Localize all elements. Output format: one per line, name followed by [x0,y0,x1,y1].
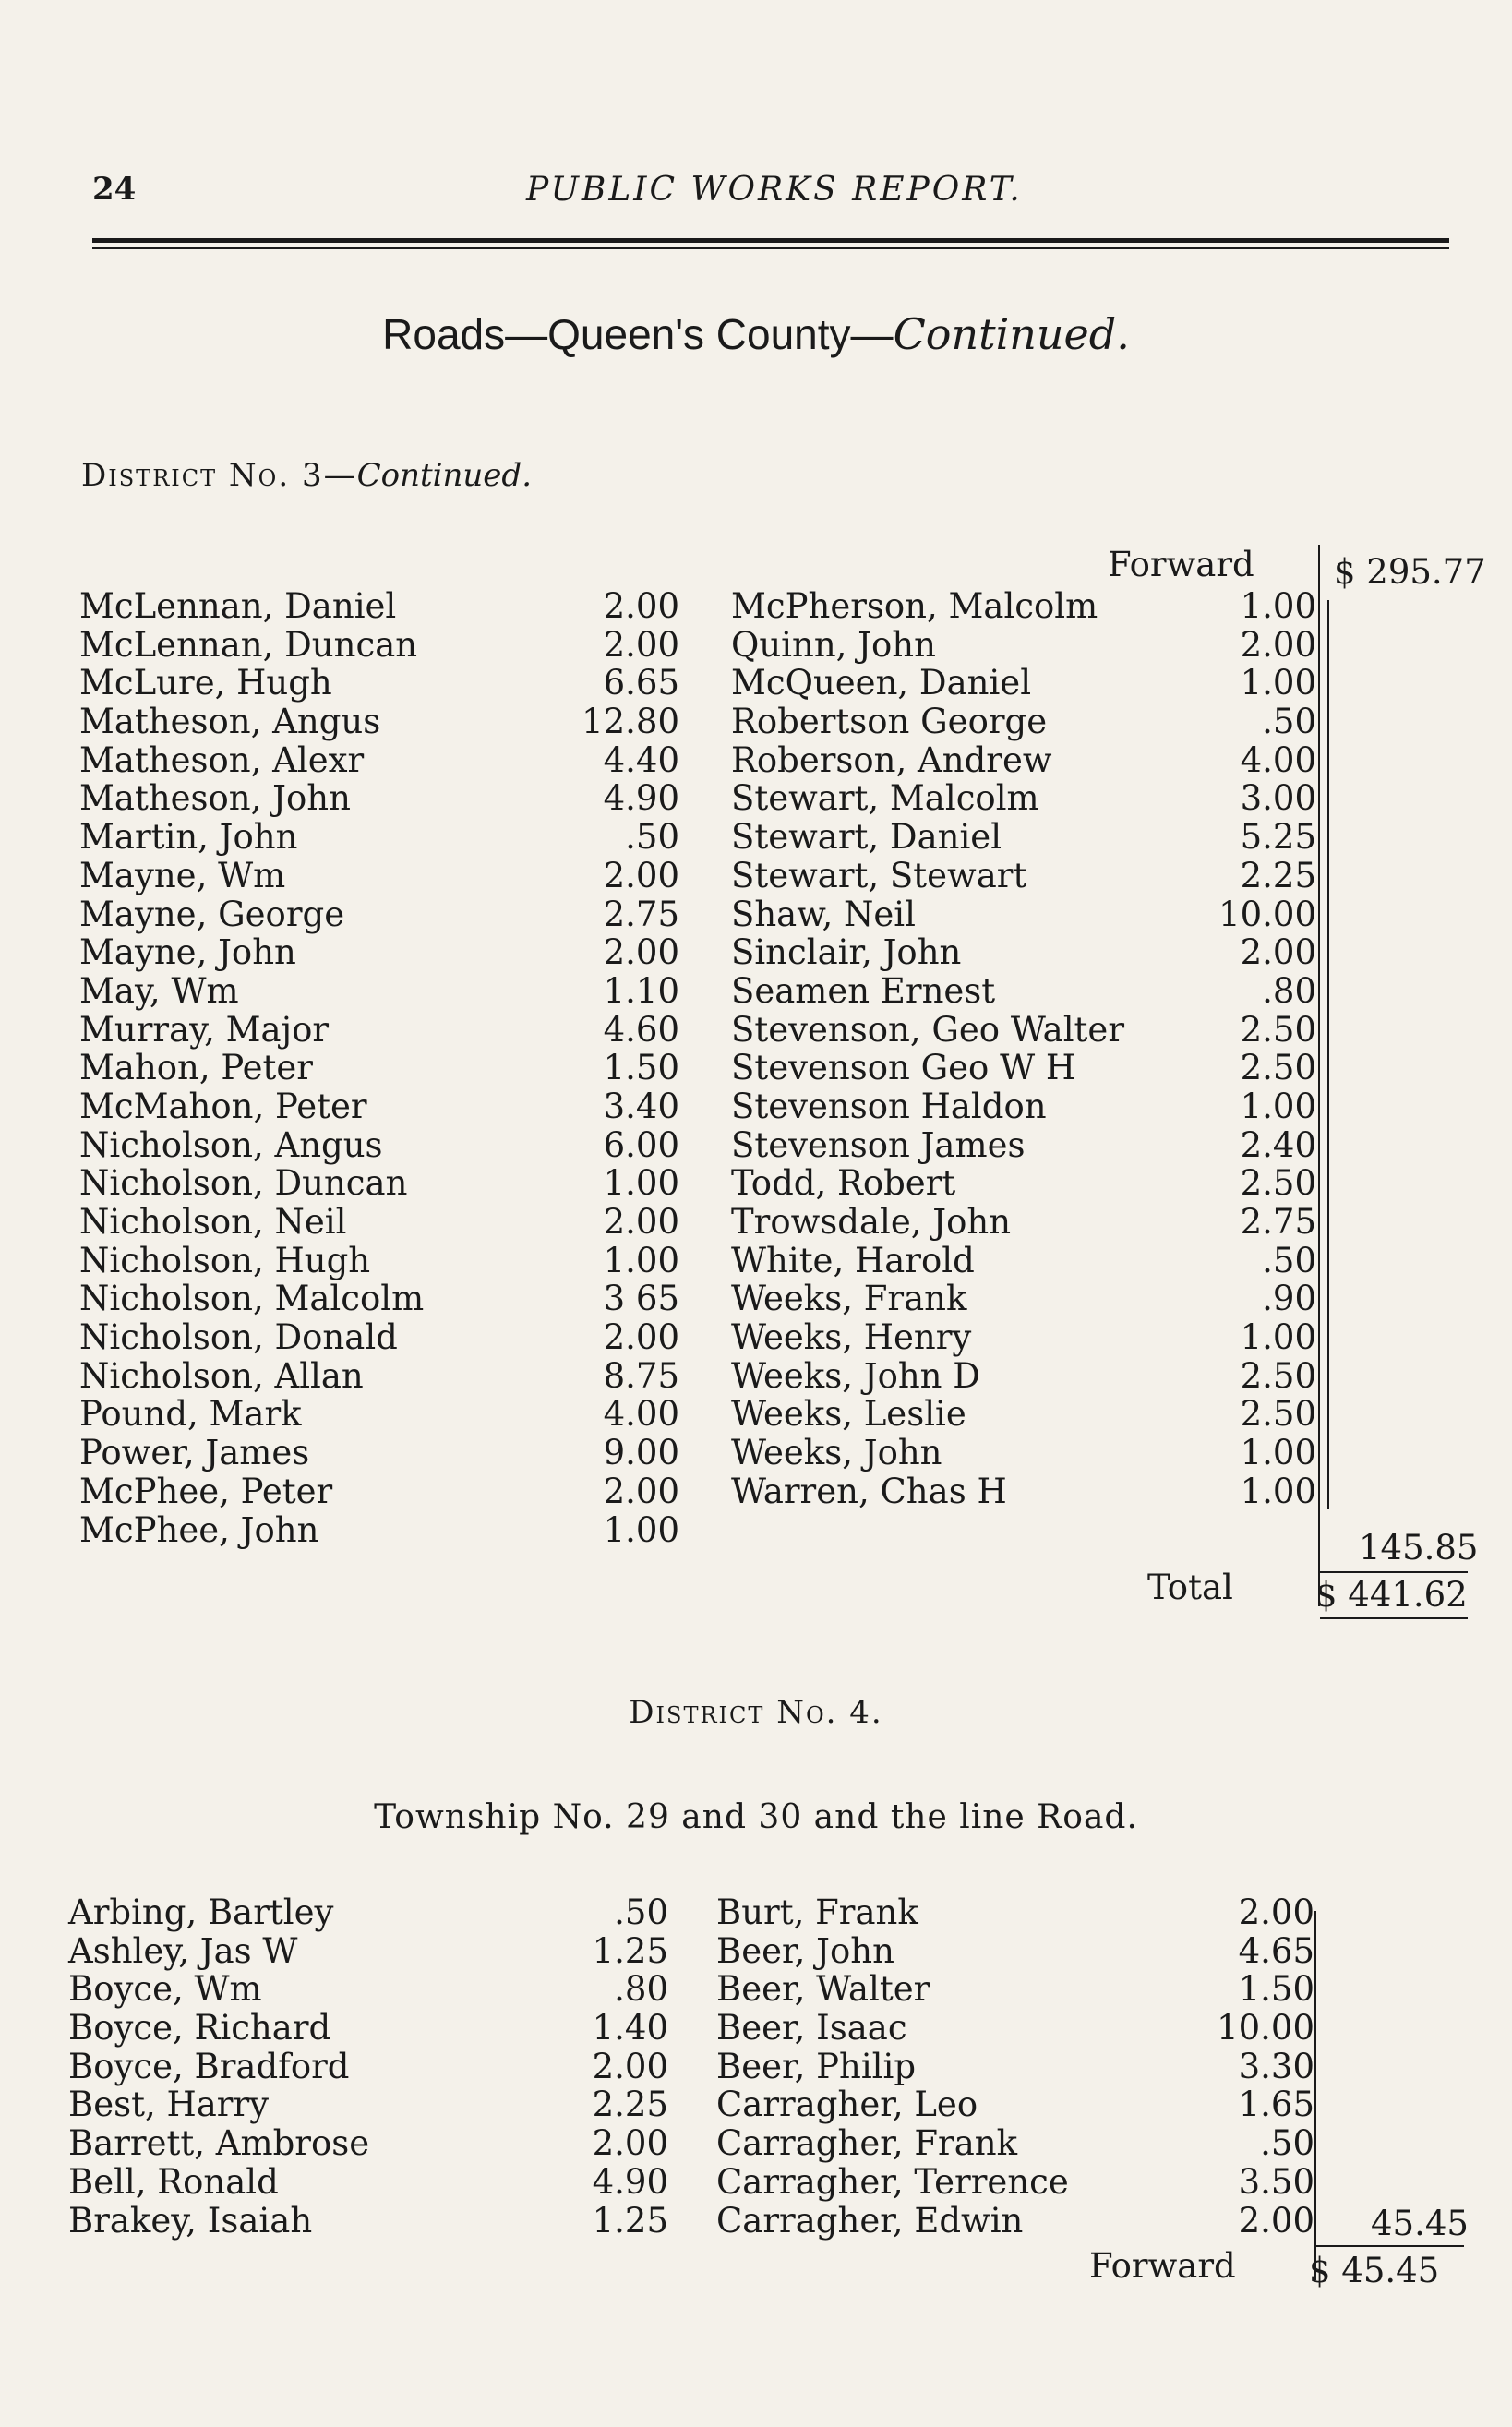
district-3-total-rule [1320,1617,1468,1619]
list-item [79,856,679,895]
entry-name: Boyce, Wm [68,1969,262,2010]
list-item [79,971,679,1010]
list-item [68,2047,668,2085]
header-rule-thin [92,247,1449,249]
list-item [716,2008,1314,2047]
list-item [68,2008,668,2047]
entry-name: Nicholson, Donald [79,1317,398,1358]
list-item [79,1472,679,1510]
entry-name: McPherson, Malcolm [731,586,1098,626]
list-item [79,1317,679,1356]
entry-name: Nicholson, Duncan [79,1163,408,1204]
entry-amount: 2.00 [592,2046,668,2086]
list-item [79,1241,679,1280]
entry-amount: 1.50 [603,1048,679,1088]
entry-amount: 2.00 [1240,932,1316,973]
entry-amount: 1.00 [603,1163,679,1204]
list-item [731,625,1316,664]
entry-amount: 2.00 [1240,624,1316,665]
entry-name: Martin, John [79,817,298,858]
list-item [731,1048,1316,1087]
entry-name: Seamen Ernest [731,970,996,1011]
entry-name: Stevenson Geo W H [731,1048,1076,1088]
district-3-heading-continued: Continued. [356,457,533,494]
district-3-total-amount: $ 441.62 [1315,1575,1468,1615]
entry-name: Mahon, Peter [79,1048,313,1088]
entry-amount: .50 [614,1892,668,1932]
district-3-forward-amount: $ 295.77 [1334,552,1486,592]
district-4-heading-text: District No. 4. [629,1694,883,1731]
list-item [79,1394,679,1433]
entry-amount: 2.00 [603,932,679,973]
list-item [731,856,1316,895]
entry-name: Matheson, Alexr [79,739,365,780]
entry-amount: 1.00 [1240,586,1316,626]
list-item [731,1356,1316,1395]
township-heading: Township No. 29 and 30 and the line Road. [374,1798,1138,1836]
list-item [731,1125,1316,1164]
list-item [79,932,679,971]
entry-name: Beer, Isaac [716,2008,907,2049]
entry-name: Weeks, John [731,1433,942,1473]
entry-amount: 2.00 [603,1317,679,1358]
entry-amount: 1.25 [592,2200,668,2241]
entry-name: Robertson George [731,702,1048,742]
entry-amount: 2.00 [1238,1892,1314,1932]
list-item [716,2123,1314,2162]
entry-name: Carragher, Frank [716,2123,1018,2164]
district-3-total-label: Total [1147,1568,1233,1607]
entry-name: McPhee, John [79,1509,319,1550]
entry-amount: 1.00 [1240,1433,1316,1473]
entry-amount: .50 [1262,702,1316,742]
entry-name: Brakey, Isaiah [68,2200,313,2241]
entry-name: Boyce, Richard [68,2008,331,2049]
entry-name: McLennan, Duncan [79,624,418,665]
entry-name: Ashley, Jas W [68,1930,298,1971]
section-title-continued: Continued. [893,309,1130,359]
entry-amount: 4.90 [592,2161,668,2202]
entry-amount: 2.50 [1240,1163,1316,1204]
list-item [79,586,679,625]
list-item [731,1433,1316,1472]
district-3-heading [81,457,532,494]
entry-amount: 2.00 [603,855,679,895]
entry-amount: 2.00 [603,624,679,665]
list-item [731,1241,1316,1280]
list-item [716,2047,1314,2085]
list-item [68,2085,668,2123]
entry-name: Nicholson, Neil [79,1202,347,1242]
entry-name: Carragher, Terrence [716,2161,1069,2202]
list-item [716,2162,1314,2201]
list-item [68,1969,668,2008]
entry-amount: 4.65 [1238,1930,1314,1971]
list-item [79,1433,679,1472]
list-item [716,1931,1314,1970]
entry-amount: 2.50 [1240,1394,1316,1435]
entry-name: McPhee, Peter [79,1471,333,1511]
entry-name: Mayne, John [79,932,296,973]
entry-amount: 4.40 [603,739,679,780]
entry-amount: 4.00 [603,1394,679,1435]
list-item [731,1202,1316,1241]
list-item [731,740,1316,779]
entry-name: Nicholson, Allan [79,1355,364,1396]
entry-amount: 8.75 [603,1355,679,1396]
entry-name: Quinn, John [731,624,936,665]
entry-name: Bell, Ronald [68,2161,279,2202]
district-4-amount-rule [1314,1911,1316,2280]
entry-amount: 2.00 [603,1202,679,1242]
entry-name: Burt, Frank [716,1892,918,1932]
entry-name: Carragher, Leo [716,2085,978,2125]
entry-name: Sinclair, John [731,932,962,973]
district-4-right-list [716,1892,1314,2239]
entry-name: Stevenson James [731,1124,1026,1165]
district-3-subtotal: 145.85 [1359,1528,1479,1568]
entry-name: Carragher, Edwin [716,2200,1024,2241]
entry-name: Beer, John [716,1930,894,1971]
entry-amount: .80 [1262,970,1316,1011]
district-3-amount-rule [1327,600,1329,1509]
list-item [79,1163,679,1202]
entry-name: Nicholson, Angus [79,1124,383,1165]
list-item [731,586,1316,625]
list-item [716,2085,1314,2123]
list-item [79,625,679,664]
list-item [79,1048,679,1087]
entry-amount: 5.25 [1240,817,1316,858]
entry-name: Best, Harry [68,2085,270,2125]
entry-name: Matheson, John [79,778,351,819]
list-item [731,702,1316,740]
list-item [79,1202,679,1241]
list-item [731,1317,1316,1356]
entry-name: May, Wm [79,970,239,1011]
entry-amount: 1.25 [592,1930,668,1971]
entry-amount: 4.00 [1240,739,1316,780]
list-item [79,1356,679,1395]
list-item [68,1931,668,1970]
entry-name: Weeks, Frank [731,1279,967,1319]
district-3-forward-label: Forward [1108,545,1254,584]
entry-amount: 1.00 [1240,1086,1316,1126]
list-item [716,2201,1314,2240]
entry-amount: 1.00 [1240,663,1316,703]
entry-amount: .50 [1260,2123,1314,2164]
entry-amount: 4.60 [603,1009,679,1050]
entry-name: Mayne, Wm [79,855,286,895]
entry-amount: 1.00 [1240,1471,1316,1511]
entry-amount: 3.00 [1240,778,1316,819]
header-rule [92,238,1449,243]
list-item [68,2201,668,2240]
entry-amount: 1.65 [1238,2085,1314,2125]
list-item [79,817,679,856]
list-item [731,1163,1316,1202]
running-title: PUBLIC WORKS REPORT. [526,171,1023,209]
entry-amount: 3.30 [1238,2046,1314,2086]
entry-name: McMahon, Peter [79,1086,367,1126]
entry-amount: 1.00 [603,1509,679,1550]
list-item [731,817,1316,856]
list-item [716,1892,1314,1931]
list-item [79,1279,679,1317]
list-item [731,778,1316,817]
entry-name: Stevenson, Geo Walter [731,1009,1125,1050]
entry-amount: 2.40 [1240,1124,1316,1165]
district-4-left-list [68,1892,668,2239]
district-3-heading-text: District No. 3— [81,457,357,494]
list-item [79,663,679,702]
entry-amount: 2.75 [1240,1202,1316,1242]
list-item [68,2162,668,2201]
district-4-subtotal-rule [1316,2245,1464,2247]
entry-amount: 2.00 [1238,2200,1314,2241]
entry-amount: 3.50 [1238,2161,1314,2202]
entry-name: White, Harold [731,1240,975,1280]
entry-amount: 1.10 [603,970,679,1011]
list-item [79,778,679,817]
entry-name: Murray, Major [79,1009,330,1050]
entry-name: Trowsdale, John [731,1202,1012,1242]
district-4-subtotal: 45.45 [1371,2204,1469,2243]
entry-amount: .50 [1262,1240,1316,1280]
entry-name: Shaw, Neil [731,894,916,934]
entry-amount: 12.80 [582,702,679,742]
district-3-left-list [79,586,679,1548]
entry-amount: 1.40 [592,2008,668,2049]
entry-name: Nicholson, Malcolm [79,1279,425,1319]
list-item [731,932,1316,971]
entry-amount: 2.50 [1240,1009,1316,1050]
entry-amount: 2.50 [1240,1048,1316,1088]
district-3-total-column-rule [1318,545,1320,1606]
entry-amount: 2.00 [603,586,679,626]
entry-name: Boyce, Bradford [68,2046,350,2086]
district-3-right-list [731,586,1316,1510]
entry-name: Mayne, George [79,894,345,934]
entry-name: Weeks, Leslie [731,1394,966,1435]
entry-amount: 9.00 [603,1433,679,1473]
entry-name: Beer, Philip [716,2046,917,2086]
list-item [68,2123,668,2162]
entry-amount: 10.00 [1217,2008,1314,2049]
list-item [731,1279,1316,1317]
entry-amount: .50 [625,817,679,858]
entry-amount: 1.00 [603,1240,679,1280]
page-number: 24 [92,171,137,208]
entry-amount: 2.25 [592,2085,668,2125]
entry-name: Beer, Walter [716,1969,930,2010]
list-item [79,740,679,779]
list-item [79,1010,679,1049]
list-item [79,1510,679,1549]
list-item [731,663,1316,702]
district-4-heading [0,1694,1512,1731]
entry-amount: 1.00 [1240,1317,1316,1358]
entry-amount: 2.75 [603,894,679,934]
entry-name: Todd, Robert [731,1163,956,1204]
list-item [79,895,679,933]
list-item [68,1892,668,1931]
entry-name: Stevenson Haldon [731,1086,1047,1126]
section-title-main: Roads—Queen's County— [382,310,894,358]
entry-amount: 2.00 [592,2123,668,2164]
entry-name: Matheson, Angus [79,702,381,742]
list-item [79,702,679,740]
entry-name: Roberson, Andrew [731,739,1052,780]
entry-amount: 3 65 [603,1279,679,1319]
entry-amount: 2.00 [603,1471,679,1511]
district-3-subtotal-rule [1320,1571,1468,1573]
district-4-forward-amount: $ 45.45 [1309,2251,1440,2290]
entry-amount: 6.00 [603,1124,679,1165]
list-item [79,1087,679,1125]
entry-name: Nicholson, Hugh [79,1240,371,1280]
entry-name: Weeks, Henry [731,1317,972,1358]
entry-name: Stewart, Stewart [731,855,1027,895]
list-item [731,1472,1316,1510]
list-item [731,1010,1316,1049]
entry-amount: .80 [614,1969,668,2010]
list-item [731,895,1316,933]
entry-amount: 2.25 [1240,855,1316,895]
entry-amount: 3.40 [603,1086,679,1126]
entry-name: McQueen, Daniel [731,663,1032,703]
list-item [731,1394,1316,1433]
list-item [731,971,1316,1010]
list-item [731,1087,1316,1125]
entry-name: Weeks, John D [731,1355,980,1396]
entry-amount: 4.90 [603,778,679,819]
entry-amount: 1.50 [1238,1969,1314,2010]
list-item [716,1969,1314,2008]
entry-amount: 6.65 [603,663,679,703]
entry-amount: 10.00 [1218,894,1316,934]
entry-name: Warren, Chas H [731,1471,1007,1511]
entry-name: Stewart, Malcolm [731,778,1039,819]
list-item [79,1125,679,1164]
entry-name: McLennan, Daniel [79,586,397,626]
entry-amount: 2.50 [1240,1355,1316,1396]
entry-name: Stewart, Daniel [731,817,1002,858]
entry-name: Pound, Mark [79,1394,302,1435]
entry-name: McLure, Hugh [79,663,332,703]
entry-name: Barrett, Ambrose [68,2123,370,2164]
entry-name: Arbing, Bartley [68,1892,334,1932]
district-4-forward-label: Forward [1089,2246,1236,2286]
entry-amount: .90 [1262,1279,1316,1319]
entry-name: Power, James [79,1433,310,1473]
section-title [0,309,1512,359]
